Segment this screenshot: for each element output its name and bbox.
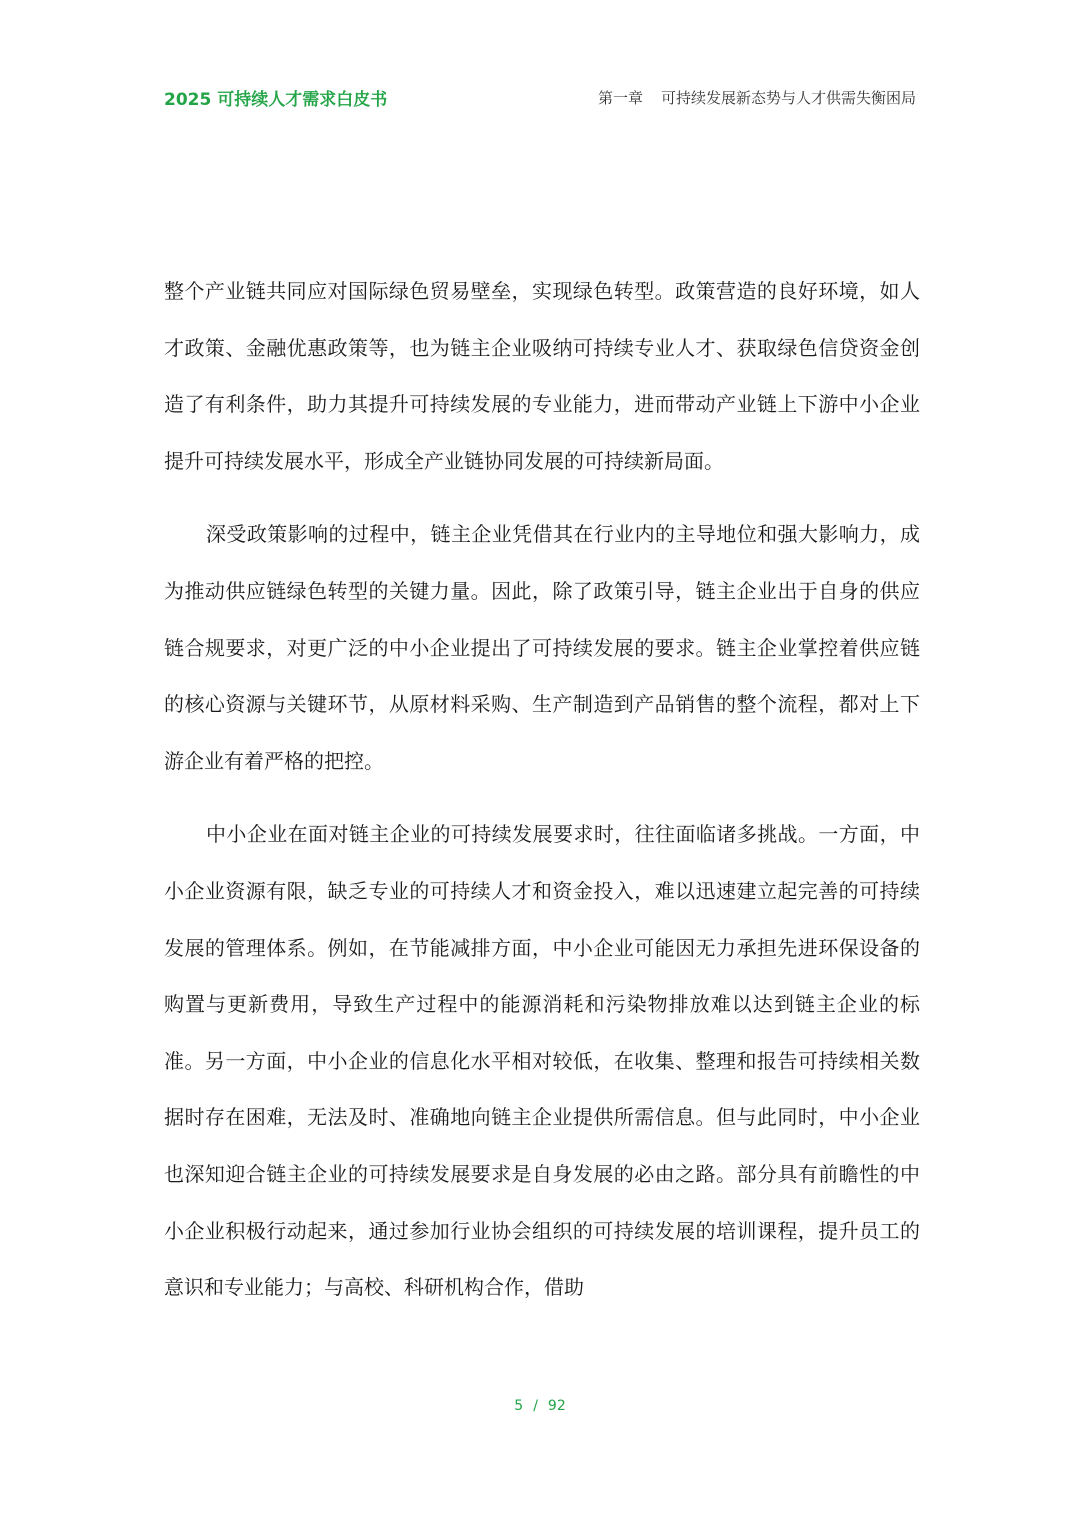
chapter-title: 可持续发展新态势与人才供需失衡困局	[660, 88, 916, 107]
chapter-heading	[598, 87, 916, 108]
body-text	[164, 263, 920, 1316]
paragraph: 中小企业在面对链主企业的可持续发展要求时，往往面临诸多挑战。一方面，中小企业资源有限，缺乏专业的可持续人才和资金投入，难以迅速建立起完善的可持续发展的管理体系。例如，在节能减排方面，中小企业可能因无力承担先进环保设备的购置与更新费用，导致生产过程中的能源消耗和污染物排放难以达到链主企业的标准。另一方面，中小企业的信息化水平相对较低，在收集、整理和报告可持续相关数据时存在困难，无法及时、准确地向链主企业提供所需信息。但与此同时，中小企业也深知迎合链主企业的可持续发展要求是自身发展的必由之路。部分具有前瞻性的中小企业积极行动起来，通过参加行业协会组织的可持续发展的培训课程，提升员工的意识和专业能力；与高校、科研机构合作，借助	[164, 822, 920, 1300]
page-separator: /	[533, 1398, 538, 1414]
document-title: 2025 可持续人才需求白皮书	[164, 89, 388, 110]
page-number	[0, 1398, 1080, 1414]
chapter-number: 第一章	[597, 88, 643, 107]
paragraph-continued: 整个产业链共同应对国际绿色贸易壁垒，实现绿色转型。政策营造的良好环境，如人才政策、金融优惠政策等，也为链主企业吸纳可持续专业人才、获取绿色信贷资金创造了有利条件，助力其提升可持续发展的专业能力，进而带动产业链上下游中小企业提升可持续发展水平，形成全产业链协同发展的可持续新局面。	[164, 279, 920, 473]
page-header	[164, 84, 916, 110]
paragraph: 深受政策影响的过程中，链主企业凭借其在行业内的主导地位和强大影响力，成为推动供应链绿色转型的关键力量。因此，除了政策引导，链主企业出于自身的供应链合规要求，对更广泛的中小企业提出了可持续发展的要求。链主企业掌控着供应链的核心资源与关键环节，从原材料采购、生产制造到产品销售的整个流程，都对上下游企业有着严格的把控。	[164, 522, 920, 773]
total-pages: 92	[547, 1398, 566, 1414]
current-page-number: 5	[514, 1398, 524, 1414]
